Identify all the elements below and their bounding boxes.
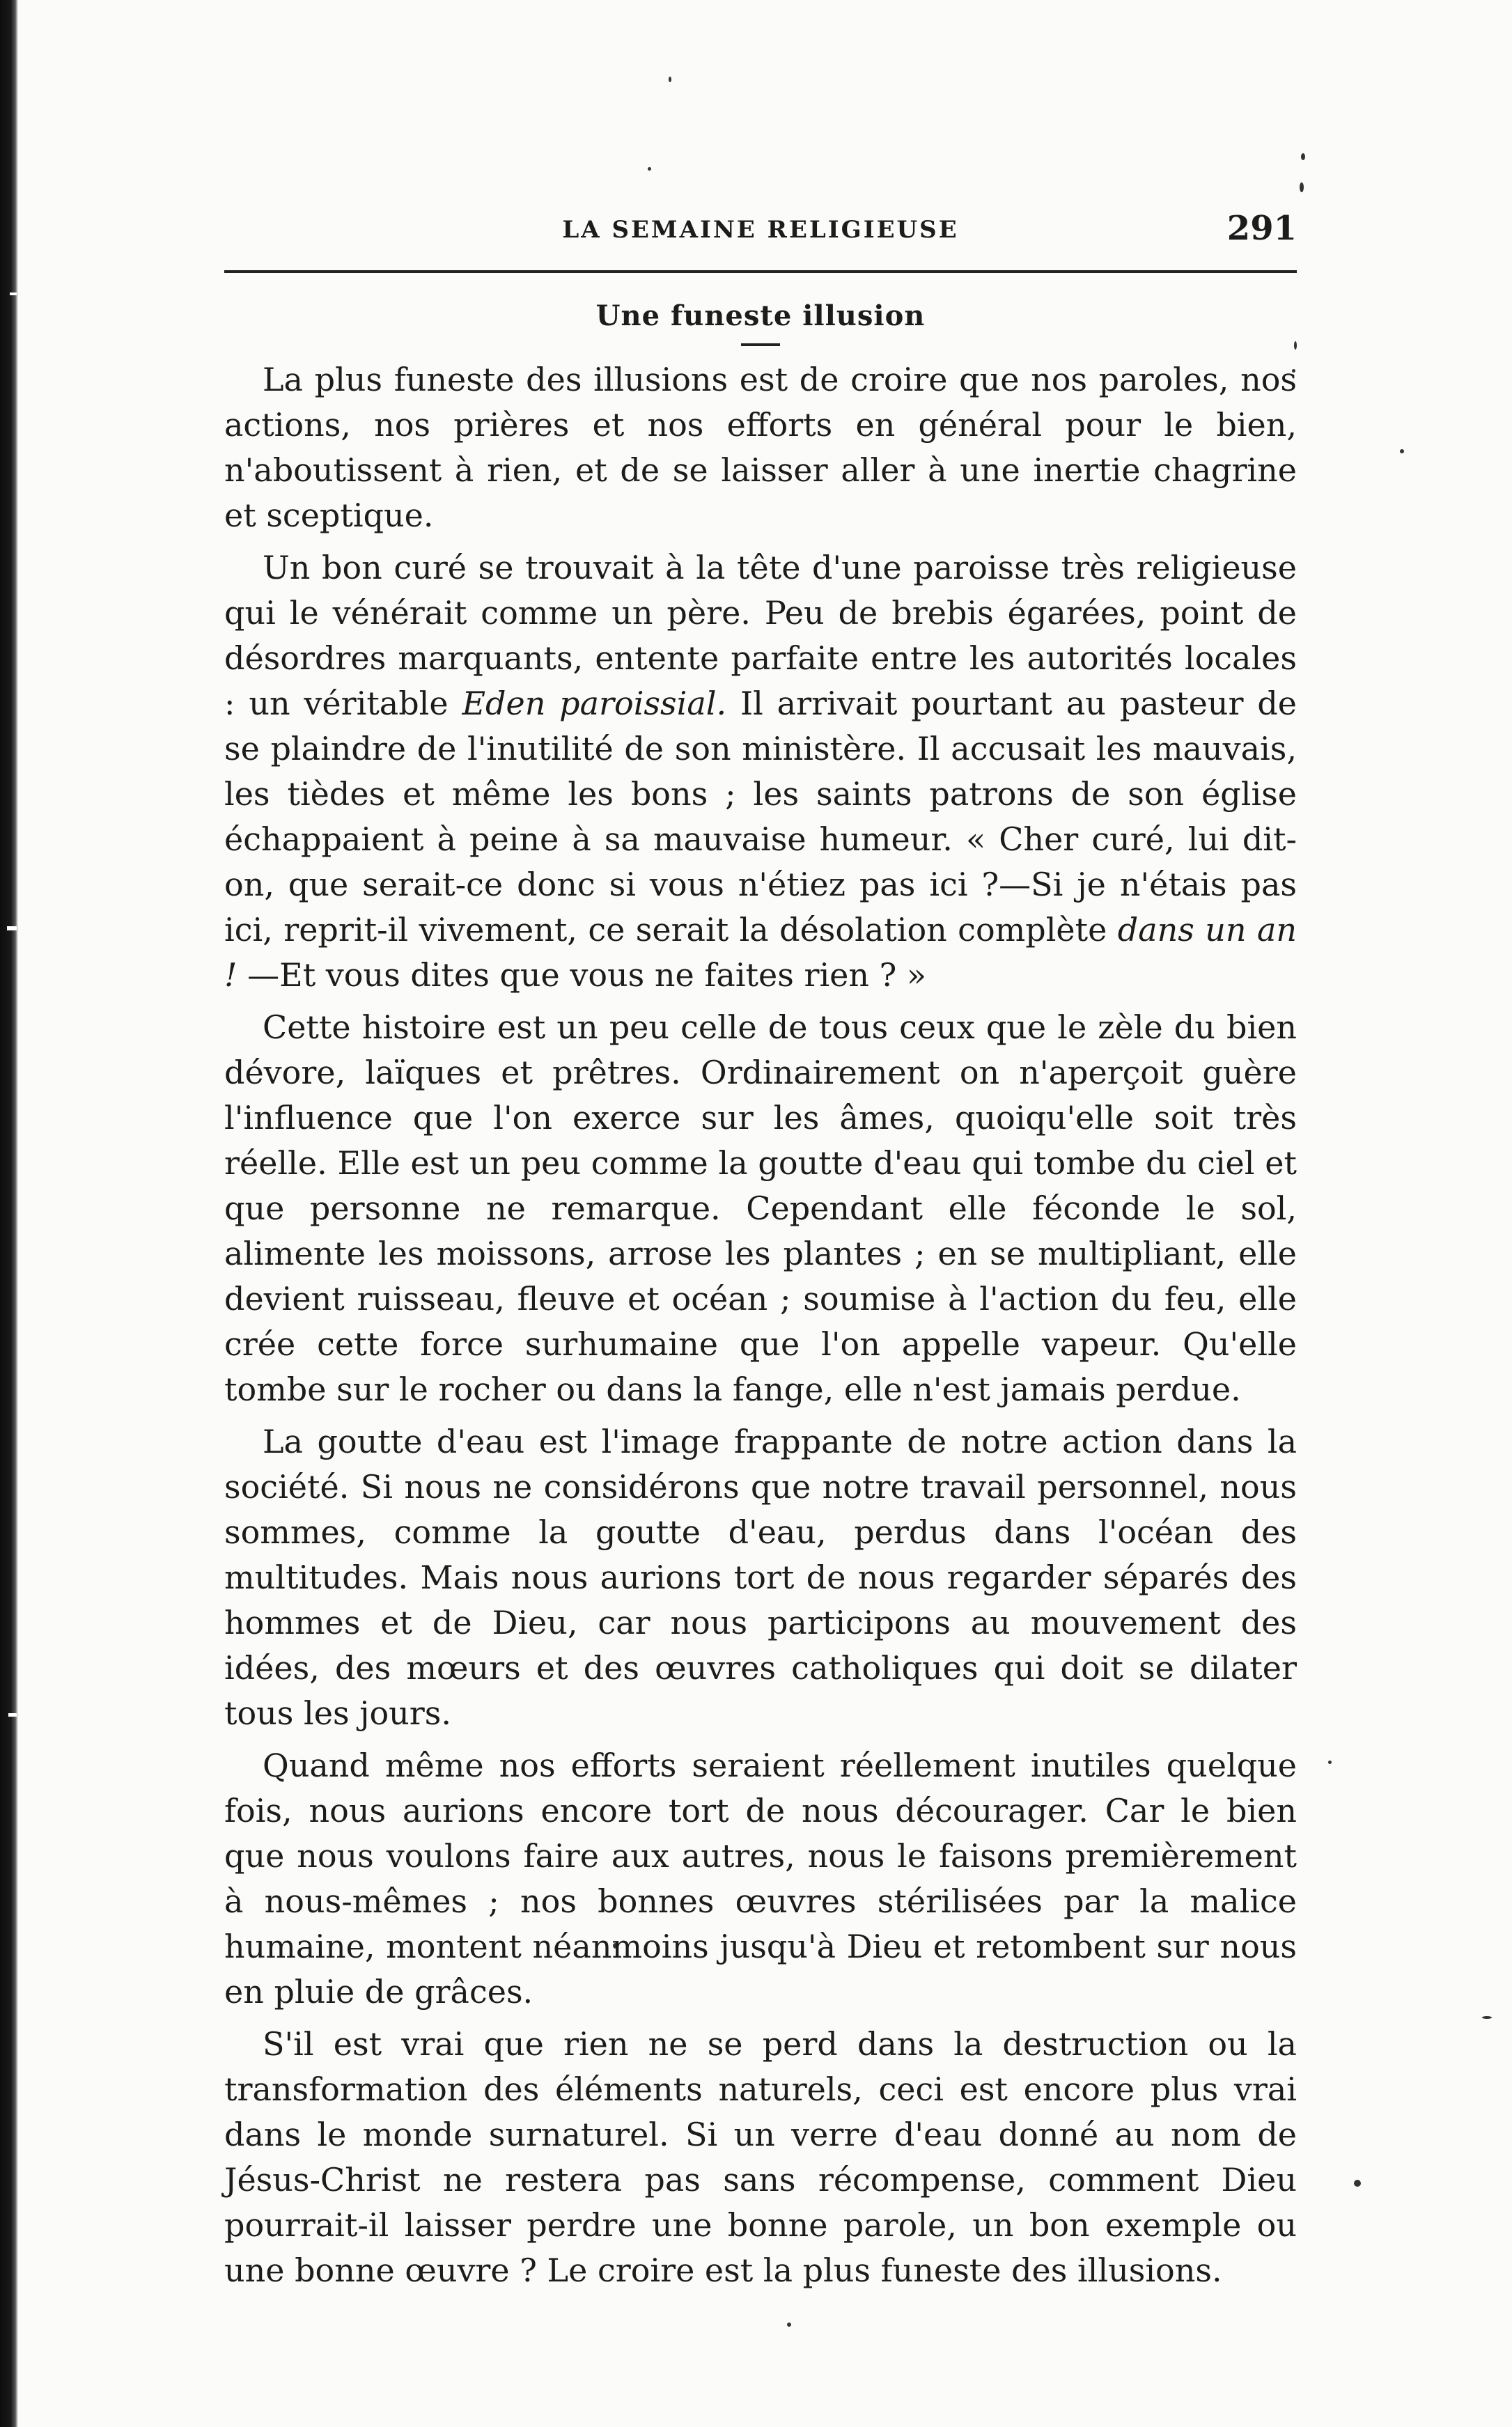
page-binding-edge [0,0,18,2427]
paragraph: Quand même nos efforts seraient réellement inutiles quelque fois, nous aurions encore tort de nous décourager. Car le bien que nous voulons faire aux autres, nous le faisons premièrement à nous-mêmes ; nos bonnes œuvres stérilisées par la malice humaine, montent néanmoins jusqu'à Dieu et retombent sur nous en pluie de grâces. [224,1747,1297,2011]
paragraph [224,545,1297,998]
binding-nick [10,292,17,295]
paragraph: La plus funeste des illusions est de croire que nos paroles, nos actions, nos prières et nos efforts en général pour le bien, n'aboutissent à rien, et de se laisser aller à une inertie chagrine et sceptique. [224,361,1297,534]
paragraph: La goutte d'eau est l'image frappante de notre action dans la société. Si nous ne considérons que notre travail personnel, nous sommes, comme la goutte d'eau, perdus dans l'océan des multitudes. Mais nous aurions tort de nous regarder séparés des hommes et de Dieu, car nous participons au mouvement des idées, des mœurs et des œuvres catholiques qui doit se dilater tous les jours. [224,1423,1297,1732]
title-dash [741,343,780,346]
binding-nick [8,1713,17,1717]
paragraph: S'il est vrai que rien ne se perd dans la destruction ou la transformation des éléments naturels, ceci est encore plus vrai dans le monde surnaturel. Si un verre d'eau donné au nom de Jésus-Christ ne restera pas sans récompense, comment Dieu pourrait-il laisser perdre une bonne parole, un bon exemple ou une bonne œuvre ? Le croire est la plus funeste des illusions. [224,2025,1297,2289]
header-rule [224,270,1297,273]
paragraph: Cette histoire est un peu celle de tous ceux que le zèle du bien dévore, laïques et prêtres. Ordinairement on n'aperçoit guère l'influence que l'on exerce sur les âmes, quoiqu'elle soit très réelle. Elle est un peu comme la goutte d'eau qui tombe du ciel et que personne ne remarque. Cependant elle féconde le sol, alimente les moissons, arrose les plantes ; en se multipliant, elle devient ruisseau, fleuve et océan ; soumise à l'action du feu, elle crée cette force surhumaine que l'on appelle vapeur. Qu'elle tombe sur le rocher ou dans la fange, elle n'est jamais perdue. [224,1008,1297,1408]
article-body [224,357,1297,2293]
article-title: Une funeste illusion [595,299,926,332]
running-title: LA SEMAINE RELIGIEUSE [562,216,959,244]
paragraph-text: —Et vous dites que vous ne faites rien ? » [237,956,927,994]
running-header [224,209,1297,265]
paragraph-text: Un bon curé se trouvait à la tête d'une paroisse très religieuse qui le vénérait comme un père. Peu de brebis égarées, point de désordres marquants, entente parfaite entre les autorités locales : un véritable [224,549,1297,722]
italic-phrase: Eden paroissial. [462,685,727,722]
book-page [224,209,1297,2300]
page-number: 291 [1226,209,1297,248]
paragraph-text: Il arrivait pourtant au pasteur de se plaindre de l'inutilité de son ministère. Il accusait les mauvais, les tièdes et même les bons ; les saints patrons de son église échappaient à peine à sa mauvaise humeur. « Cher curé, lui dit-on, que serait-ce donc si vous n'étiez pas ici ?—Si je n'étais pas ici, reprit-il vivement, ce serait la désolation complète [224,685,1297,949]
italic-phrase: dans un an ! [224,911,1297,994]
binding-nick [7,926,17,930]
